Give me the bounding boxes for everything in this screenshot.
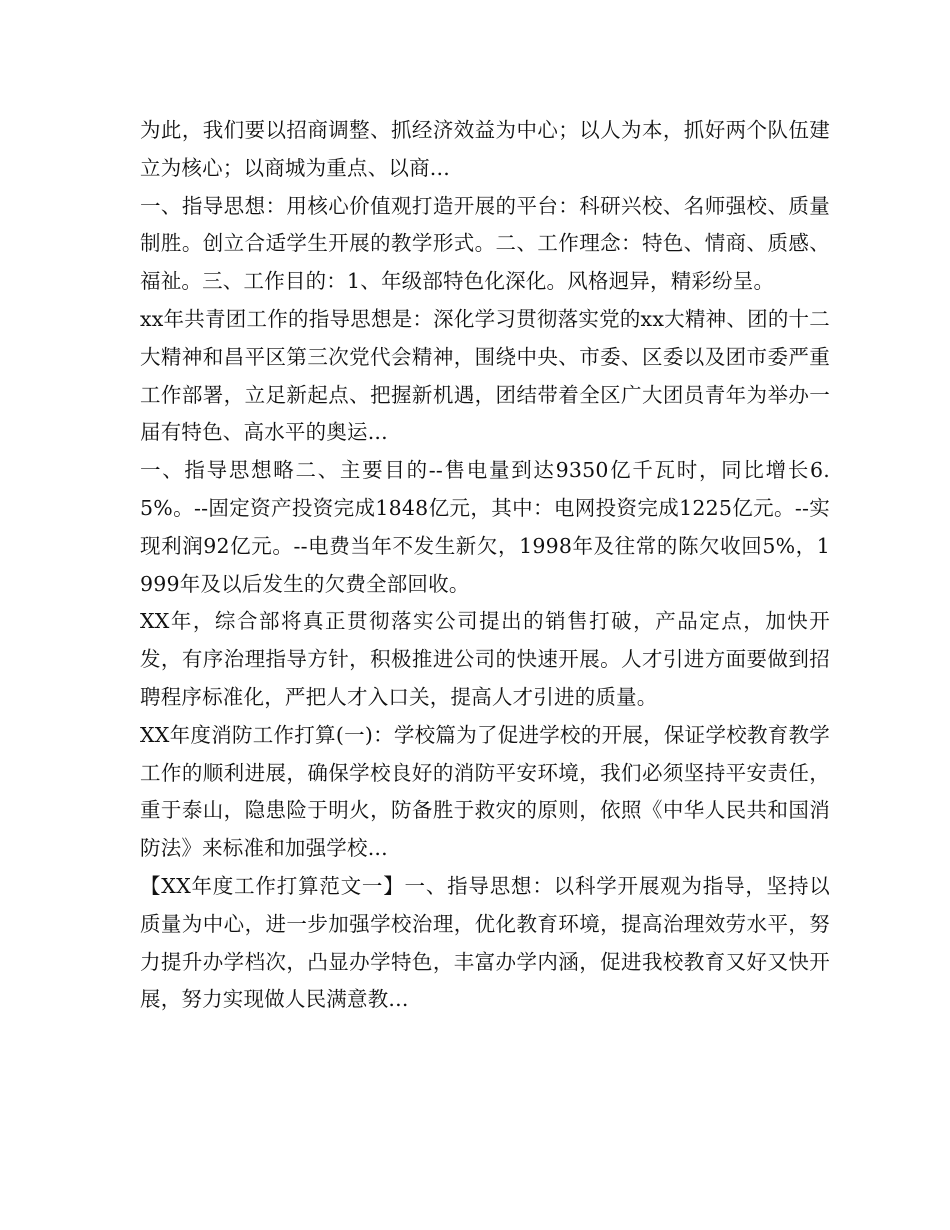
paragraph-3: xx年共青团工作的指导思想是：深化学习贯彻落实党的xx大精神、团的十二大精神和昌平区第三次党代会精神，围绕中央、市委、区委以及团市委严重工作部署，立足新起点、把握新机遇，团结带着全区广大团员青年为举办一届有特色、高水平的奥运... [140,306,830,445]
paragraph-7: 【XX年度工作打算范文一】一、指导思想：以科学开展观为指导，坚持以质量为中心，进一步加强学校治理，优化教育环境，提高治理效劳水平，努力提升办学档次，凸显办学特色，丰富办学内涵，促进我校教育又好又快开展，努力实现做人民满意教... [140,873,830,1012]
paragraph-5: XX年，综合部将真正贯彻落实公司提出的销售打破，产品定点，加快开发，有序治理指导方针，积极推进公司的快速开展。人才引进方面要做到招聘程序标准化，严把人才入口关，提高人才引进的质量。 [140,609,830,709]
paragraph-2: 一、指导思想：用核心价值观打造开展的平台：科研兴校、名师强校、质量制胜。创立合适学生开展的教学形式。二、工作理念：特色、情商、质感、福祉。三、工作目的：1、年级部特色化深化。风格迥异，精彩纷呈。 [140,193,830,294]
paragraph-4: 一、指导思想略二、主要目的--售电量到达9350亿千瓦时，同比增长6.5%。--固定资产投资完成1848亿元，其中：电网投资完成1225亿元。--实现利润92亿元。--电费当年不发生新欠，1998年及往常的陈欠收回5%，1999年及以后发生的欠费全部回收。 [140,458,830,596]
document-body [140,112,830,1019]
paragraph-1: 为此，我们要以招商调整、抓经济效益为中心；以人为本，抓好两个队伍建立为核心；以商城为重点、以商... [140,118,830,180]
paragraph-6: XX年度消防工作打算(一)：学校篇为了促进学校的开展，保证学校教育教学工作的顺利进展，确保学校良好的消防平安环境，我们必须坚持平安责任，重于泰山，隐患险于明火，防备胜于救灾的原则，依照《中华人民共和国消防法》来标准和加强学校... [140,722,830,861]
